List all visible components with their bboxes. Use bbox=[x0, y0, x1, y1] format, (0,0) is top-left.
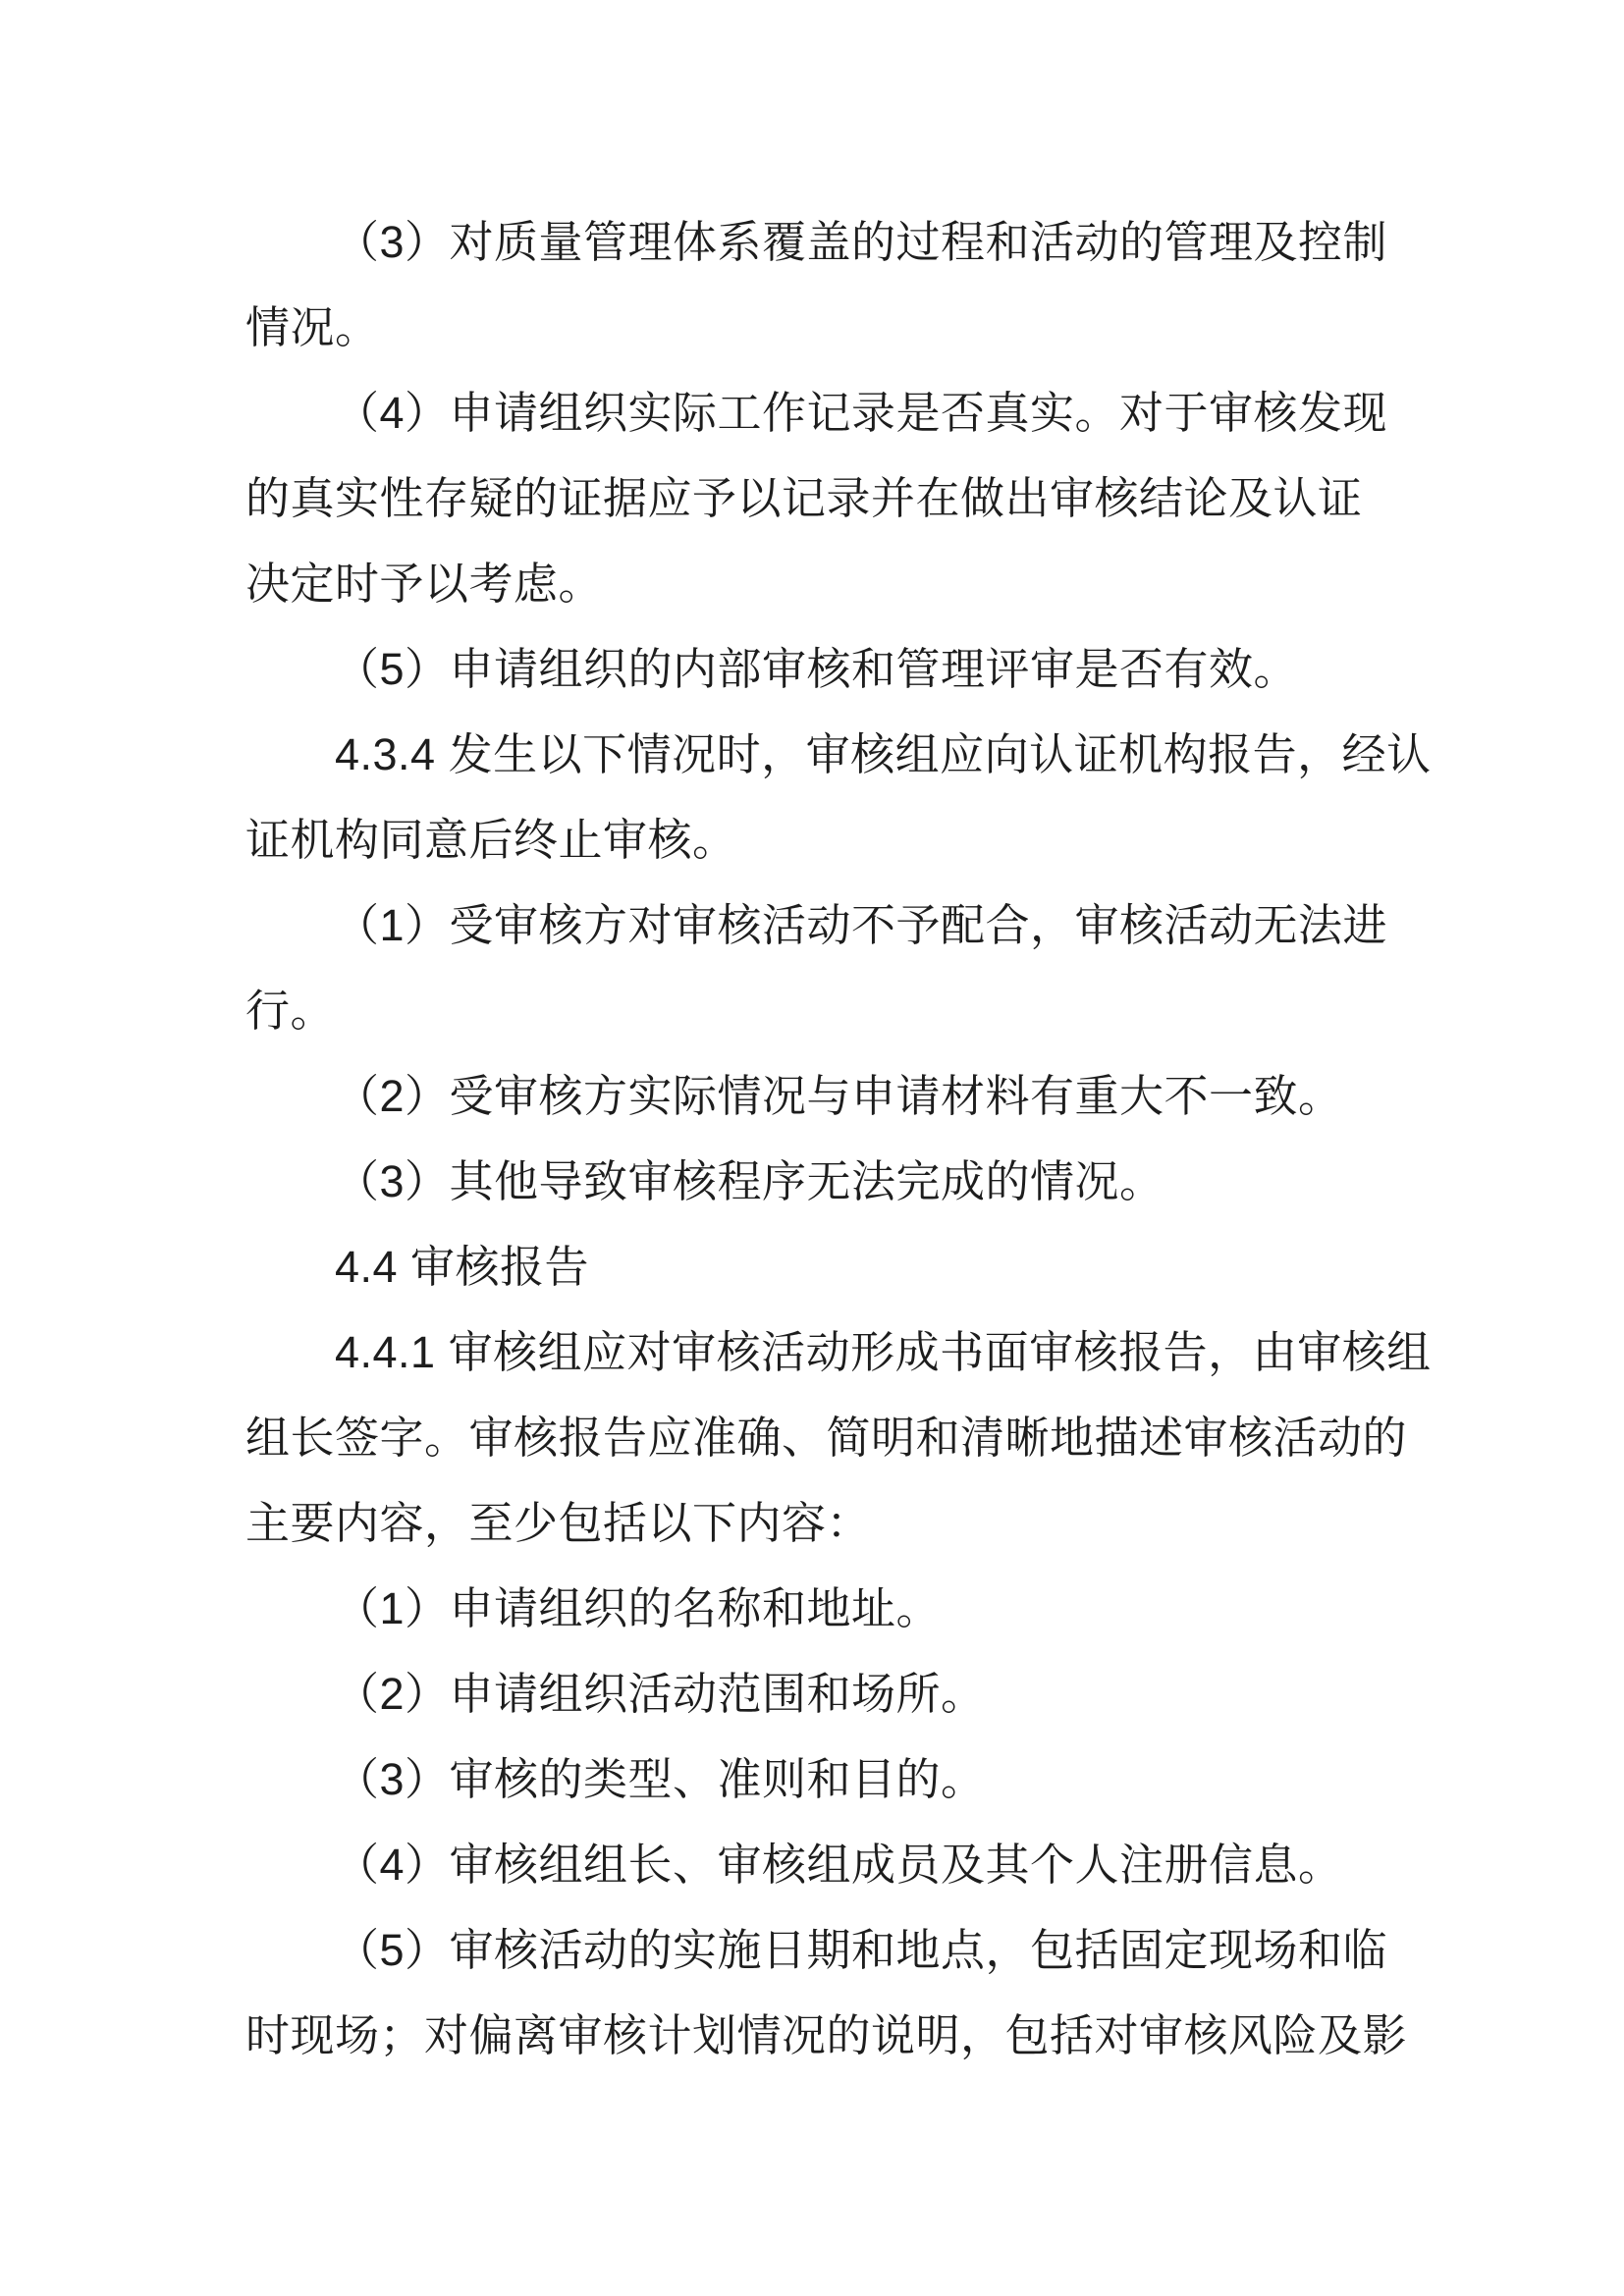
text-line: （3）审核的类型、准则和目的。 bbox=[335, 1754, 986, 1804]
text-line: 证机构同意后终止审核。 bbox=[245, 815, 737, 865]
text-line: （4）申请组织实际工作记录是否真实。对于审核发现 bbox=[335, 388, 1388, 438]
text-line: （2）申请组织活动范围和场所。 bbox=[335, 1669, 986, 1719]
text-line: （1）受审核方对审核活动不予配合，审核活动无法进 bbox=[335, 900, 1388, 950]
text-line: （5）审核活动的实施日期和地点，包括固定现场和临 bbox=[335, 1925, 1388, 1975]
text-line: 时现场；对偏离审核计划情况的说明，包括对审核风险及影 bbox=[245, 2010, 1408, 2060]
text-line: 情况。 bbox=[245, 302, 380, 352]
text-line: （2）受审核方实际情况与申请材料有重大不一致。 bbox=[335, 1071, 1343, 1121]
text-line: （4）审核组组长、审核组成员及其个人注册信息。 bbox=[335, 1840, 1343, 1890]
text-line: 组长签字。审核报告应准确、简明和清晰地描述审核活动的 bbox=[245, 1413, 1408, 1463]
text-line: 4.4.1 审核组应对审核活动形成书面审核报告，由审核组 bbox=[335, 1327, 1432, 1377]
text-line: 的真实性存疑的证据应予以记录并在做出审核结论及认证 bbox=[245, 473, 1363, 523]
text-line: 4.4 审核报告 bbox=[335, 1242, 590, 1292]
text-line: 主要内容，至少包括以下内容： bbox=[245, 1498, 872, 1548]
text-line: 决定时予以考虑。 bbox=[245, 559, 604, 609]
text-line: （1）申请组织的名称和地址。 bbox=[335, 1583, 942, 1633]
text-line: （3）其他导致审核程序无法完成的情况。 bbox=[335, 1156, 1164, 1206]
text-line: （5）申请组织的内部审核和管理评审是否有效。 bbox=[335, 644, 1299, 694]
document-text bbox=[245, 199, 1432, 2078]
text-line: （3）对质量管理体系覆盖的过程和活动的管理及控制 bbox=[335, 217, 1388, 267]
text-line: 4.3.4 发生以下情况时，审核组应向认证机构报告，经认 bbox=[335, 729, 1432, 779]
text-line: 行。 bbox=[245, 986, 336, 1036]
